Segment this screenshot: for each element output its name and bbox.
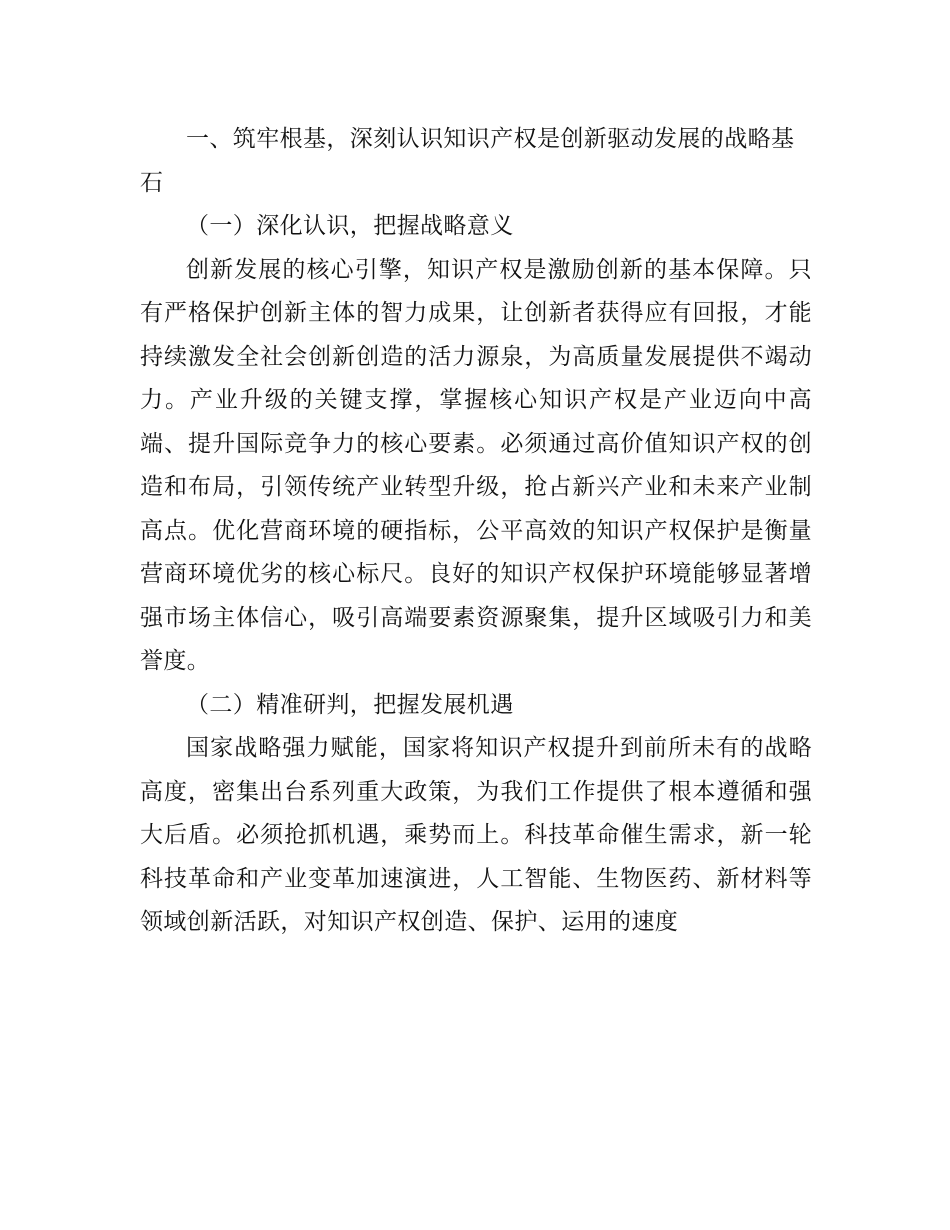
main-heading: 一、筑牢根基，深刻认识知识产权是创新驱动发展的战略基石 bbox=[140, 126, 795, 196]
section-1-paragraph: 创新发展的核心引擎，知识产权是激励创新的基本保障。只有严格保护创新主体的智力成果，让创新者获得应有回报，才能持续激发全社会创新创造的活力源泉，为高质量发展提供不竭动力。产业升级的关键支撑，掌握核心知识产权是产业迈向中高端、提升国际竞争力的核心要素。必须通过高价值知识产权的创造和布局，引领传统产业转型升级，抢占新兴产业和未来产业制高点。优化营商环境的硬指标，公平高效的知识产权保护是衡量营商环境优劣的核心标尺。良好的知识产权保护环境能够显著增强市场主体信心，吸引高端要素资源聚集，提升区域吸引力和美誉度。 bbox=[140, 256, 812, 674]
document-body bbox=[140, 118, 812, 945]
section-1-title: （一）深化认识，把握战略意义 bbox=[186, 213, 514, 239]
section-2-paragraph: 国家战略强力赋能，国家将知识产权提升到前所未有的战略高度，密集出台系列重大政策，为我们工作提供了根本遵循和强大后盾。必须抢抓机遇，乘势而上。科技革命催生需求，新一轮科技革命和产业变革加速演进，人工智能、生物医药、新材料等领域创新活跃，对知识产权创造、保护、运用的速度 bbox=[140, 735, 812, 935]
section-2-title: （二）精准研判，把握发展机遇 bbox=[186, 691, 514, 718]
